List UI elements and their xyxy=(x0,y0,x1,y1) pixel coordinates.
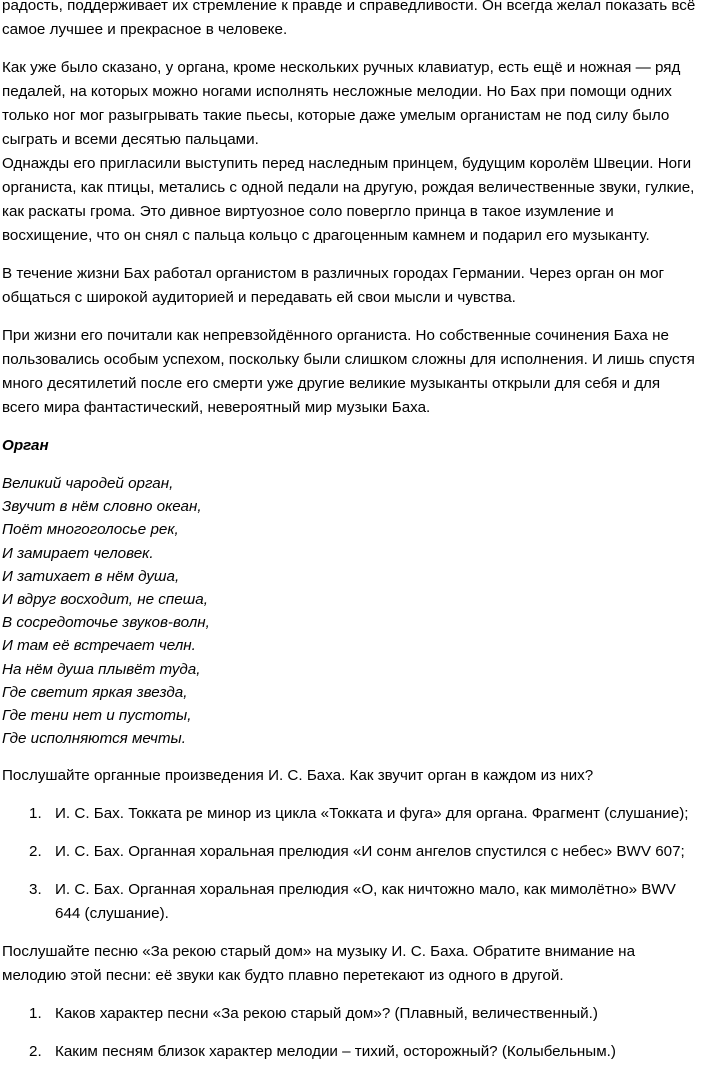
poem-line: Где светит яркая звезда, xyxy=(2,683,188,701)
poem-line: И затихает в нём душа, xyxy=(2,567,180,585)
paragraph-prince: Однажды его пригласили выступить перед наследным принцем, будущим королём Швеции. Ноги органиста, как птицы, метались с одной педали на другую, рождая величественные звуки, гулкие, как раскаты грома. Это дивное виртуозное соло повергло принца в такое изумление и восхищение, что он снял с пальца кольцо с драгоценным камнем и подарил его музыканту. xyxy=(2,155,695,244)
poem-line: Где исполняются мечты. xyxy=(2,730,186,748)
list-item-number: 2. xyxy=(29,843,42,861)
poem-line: Звучит в нём словно океан, xyxy=(2,498,202,516)
paragraph-pedals: Как уже было сказано, у органа, кроме нескольких ручных клавиатур, есть ещё и ножная — ряд педалей, на которых можно ногами исполнять несложные мелодии. Но Бах при помощи одних только ног мог разыгрывать такие пьесы, которые даже умелым органистам не под силу было сыграть и всеми десятью пальцами. xyxy=(2,59,681,148)
list-item-number: 3. xyxy=(29,881,42,899)
poem-line: Поёт многоголосье рек, xyxy=(2,521,179,539)
poem-line: В сосредоточье звуков-волн, xyxy=(2,614,210,632)
task-song-intro: Послушайте песню «За рекою старый дом» на музыку И. С. Баха. Обратите внимание на мелодию этой песни: её звуки как будто плавно перетекают из одного в другой. xyxy=(2,943,636,985)
list-item-number: 2. xyxy=(29,1043,42,1061)
list-item xyxy=(2,840,698,864)
questions-list xyxy=(2,1002,698,1064)
list-item-number: 1. xyxy=(29,1005,42,1023)
poem-line: Великий чародей орган, xyxy=(2,475,174,492)
poem-line: И вдруг восходит, не спеша, xyxy=(2,591,208,609)
listening-list xyxy=(2,802,698,926)
poem-title: Орган xyxy=(2,437,49,454)
list-item-text: Каков характер песни «За рекою старый дом»? (Плавный, величественный.) xyxy=(55,1005,598,1023)
list-item xyxy=(2,878,698,926)
list-item xyxy=(2,1040,698,1064)
list-item-text: И. С. Бах. Органная хоральная прелюдия «О, как ничтожно мало, как мимолётно» BWV 644 (слушание). xyxy=(55,881,676,923)
poem-line: И там её встречает челн. xyxy=(2,637,196,655)
list-item xyxy=(2,802,698,826)
list-item-text: Каким песням близок характер мелодии – тихий, осторожный? (Колыбельным.) xyxy=(55,1043,616,1061)
paragraph-intro: радость, поддерживает их стремление к правде и справедливости. Он всегда желал показать всё самое лучшее и прекрасное в человеке. xyxy=(2,0,696,38)
paragraph-germany: В течение жизни Бах работал органистом в различных городах Германии. Через орган он мог общаться с широкой аудиторией и передавать ей свои мысли и чувства. xyxy=(2,265,665,306)
list-item-number: 1. xyxy=(29,805,42,823)
list-item xyxy=(2,1002,698,1026)
poem-verse xyxy=(2,472,698,750)
paragraph-legacy: При жизни его почитали как непревзойдённого органиста. Но собственные сочинения Баха не пользовались особым успехом, поскольку были слишком сложны для исполнения. И лишь спустя много десятилетий после его смерти уже другие великие музыканты открыли для себя и для всего мира фантастический, невероятный мир музыки Баха. xyxy=(2,327,695,416)
poem-line: Где тени нет и пустоты, xyxy=(2,707,192,725)
poem-line: На нём душа плывёт туда, xyxy=(2,660,201,678)
list-item-text: И. С. Бах. Токката ре минор из цикла «Токката и фуга» для органа. Фрагмент (слушание); xyxy=(55,805,689,823)
task-listening-intro: Послушайте органные произведения И. С. Баха. Как звучит орган в каждом из них? xyxy=(2,767,594,785)
poem-line: И замирает человек. xyxy=(2,544,154,562)
list-item-text: И. С. Бах. Органная хоральная прелюдия «И сонм ангелов спустился с небес» BWV 607; xyxy=(55,843,685,861)
